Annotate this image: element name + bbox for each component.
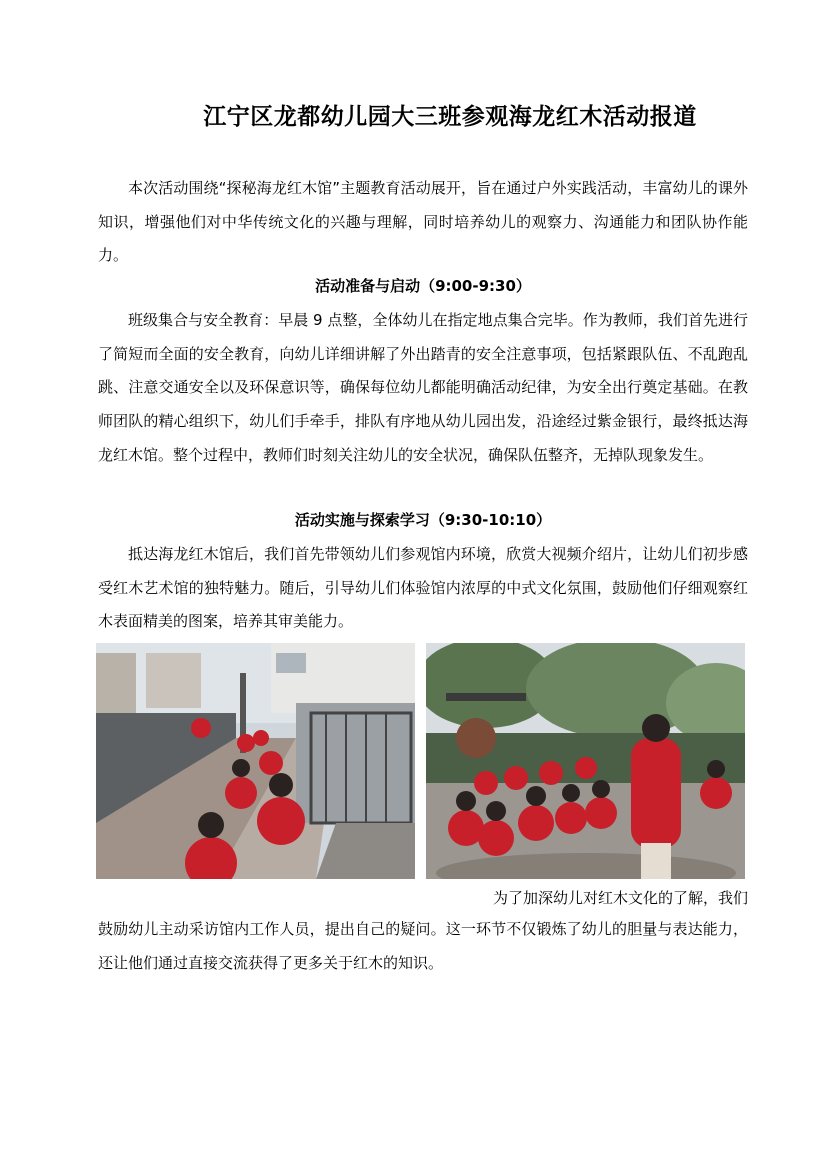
photo-children-walking-street-icon [96, 643, 415, 879]
section-2-paragraph: 抵达海龙红木馆后，我们首先带领幼儿们参观馆内环境，欣赏大视频介绍片，让幼儿们初步感受红木艺术馆的独特魅力。随后，引导幼儿们体验馆内浓厚的中式文化氛围，鼓励他们仔细观察红木表面精美的图案，培养其审美能力。 [98, 545, 748, 631]
section-2-heading: 活动实施与探索学习（9:30-10:10） [294, 511, 552, 529]
photo-children-walking [96, 643, 415, 879]
photo-children-at-museum-entrance-icon [426, 643, 745, 879]
photo-children-at-museum [426, 643, 745, 879]
closing-paragraph: 鼓励幼儿主动采访馆内工作人员，提出自己的疑问。这一环节不仅锻炼了幼儿的胆量与表达能力，还让他们通过直接交流获得了更多关于红木的知识。 [98, 920, 748, 972]
page-title: 江宁区龙都幼儿园大三班参观海龙红木活动报道 [203, 103, 697, 130]
intro-paragraph: 本次活动围绕“探秘海龙红木馆”主题教育活动展开，旨在通过户外实践活动，丰富幼儿的课外知识，增强他们对中华传统文化的兴趣与理解，同时培养幼儿的观察力、沟通能力和团队协作能力。 [98, 179, 748, 265]
section-1-heading: 活动准备与启动（9:00-9:30） [315, 277, 531, 295]
section-1-paragraph: 班级集合与安全教育：早晨 9 点整，全体幼儿在指定地点集合完毕。作为教师，我们首先进行了简短而全面的安全教育，向幼儿详细讲解了外出踏青的安全注意事项，包括紧跟队伍、不乱跑乱跳、注意交通安全以及环保意识等，确保每位幼儿都能明确活动纪律，为安全出行奠定基础。在教师团队的精心组织下，幼儿们手牵手，排队有序地从幼儿园出发，沿途经过紫金银行，最终抵达海龙红木馆。整个过程中，教师们时刻关注幼儿的安全状况，确保队伍整齐，无掉队现象发生。 [98, 311, 748, 464]
closing-first-line: 为了加深幼儿对红木文化的了解，我们 [492, 889, 748, 907]
